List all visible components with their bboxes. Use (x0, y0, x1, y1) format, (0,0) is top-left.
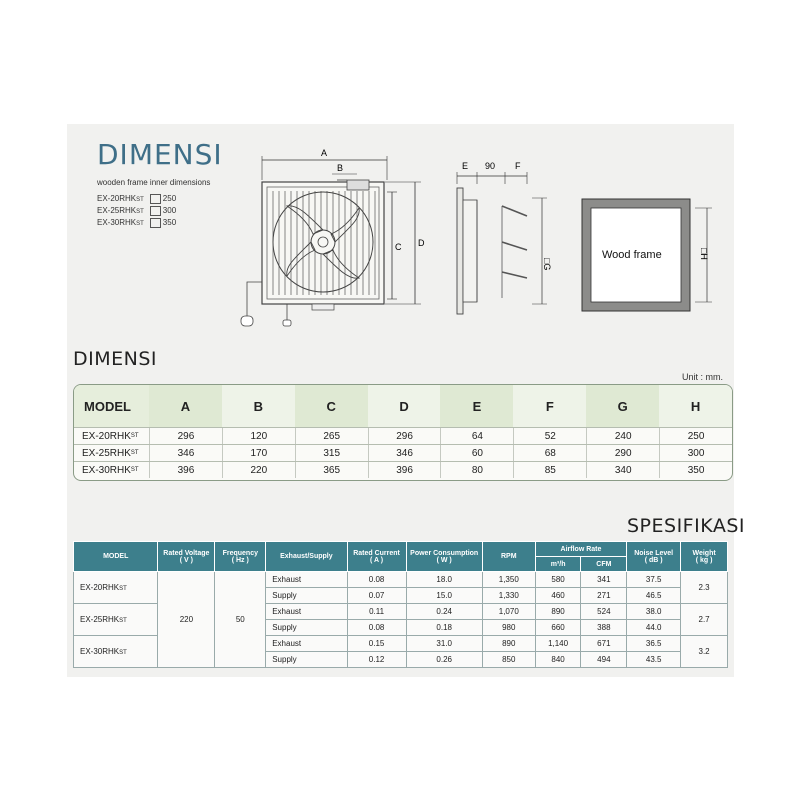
table-cell: 85 (513, 462, 586, 478)
label-H: □H (699, 248, 709, 260)
table-row (74, 444, 732, 461)
mode-cell: Exhaust (266, 604, 347, 620)
table-cell: 170 (222, 445, 295, 461)
model-size-line: EX-20RHKST 250 (97, 194, 177, 204)
model-cell: EX-25RHKST (74, 604, 158, 636)
table-row (74, 572, 728, 588)
dimension-section-title: DIMENSI (73, 348, 158, 370)
table-cell: 315 (295, 445, 368, 461)
table-cell: 0.08 (347, 572, 406, 588)
table-cell: 396 (149, 462, 222, 478)
header-rpm: RPM (482, 542, 535, 572)
table-cell: 0.26 (406, 652, 482, 668)
header-a: A (149, 385, 222, 427)
table-cell: 346 (368, 445, 441, 461)
table-cell: 44.0 (627, 620, 681, 636)
table-cell: 37.5 (627, 572, 681, 588)
mode-cell: Supply (266, 588, 347, 604)
table-cell: 36.5 (627, 636, 681, 652)
header-model: MODEL (74, 542, 158, 572)
label-D: D (418, 238, 425, 248)
table-cell: 346 (149, 445, 222, 461)
fan-front-view-drawing (217, 144, 437, 334)
table-cell: 350 (659, 462, 732, 478)
table-cell: 660 (535, 620, 581, 636)
header-airflow-cfm: CFM (581, 557, 627, 572)
table-cell: 524 (581, 604, 627, 620)
table-row (74, 427, 732, 444)
table-cell: 0.11 (347, 604, 406, 620)
header-b: B (222, 385, 295, 427)
unit-label: Unit : mm. (682, 372, 724, 382)
dimension-table-header (74, 385, 732, 427)
table-cell: 494 (581, 652, 627, 668)
header-exhaust-supply: Exhaust/Supply (266, 542, 347, 572)
table-cell: 296 (368, 428, 441, 444)
model-cell: EX-30RHKST (74, 636, 158, 668)
table-cell: 52 (513, 428, 586, 444)
table-cell: 265 (295, 428, 368, 444)
header-power: Power Consumption ( W ) (406, 542, 482, 572)
table-cell: 0.18 (406, 620, 482, 636)
header-c: C (295, 385, 368, 427)
catalog-sheet (67, 124, 746, 677)
mode-cell: Supply (266, 652, 347, 668)
table-cell: 15.0 (406, 588, 482, 604)
dimension-table (73, 384, 733, 481)
header-weight: Weight ( kg ) (681, 542, 728, 572)
spec-table (73, 541, 728, 668)
table-cell: 388 (581, 620, 627, 636)
table-cell: 120 (222, 428, 295, 444)
table-cell: 396 (368, 462, 441, 478)
model-cell: EX-20RHK ST (82, 430, 139, 442)
mode-cell: Supply (266, 620, 347, 636)
table-cell: 340 (586, 462, 659, 478)
header-airflow-m3h: m³/h (535, 557, 581, 572)
table-cell: 300 (659, 445, 732, 461)
header-d: D (368, 385, 441, 427)
table-cell: 1,070 (482, 604, 535, 620)
label-C: C (395, 242, 402, 252)
label-F: F (515, 161, 521, 171)
table-cell: 850 (482, 652, 535, 668)
label-B: B (337, 163, 344, 173)
weight-cell: 2.3 (681, 572, 728, 604)
diagram-title: DIMENSI (97, 138, 223, 171)
header-current: Rated Current ( A ) (347, 542, 406, 572)
label-A: A (321, 148, 328, 158)
model-size-line: EX-30RHKST 350 (97, 218, 177, 228)
table-cell: 38.0 (627, 604, 681, 620)
table-cell: 1,350 (482, 572, 535, 588)
voltage-cell: 220 (158, 572, 215, 668)
header-voltage: Rated Voltage ( V ) (158, 542, 215, 572)
fan-side-view-drawing (447, 154, 562, 324)
table-cell: 296 (149, 428, 222, 444)
table-cell: 64 (440, 428, 513, 444)
table-cell: 0.15 (347, 636, 406, 652)
wood-frame-label: Wood frame (602, 249, 662, 261)
table-cell: 890 (535, 604, 581, 620)
table-cell: 460 (535, 588, 581, 604)
table-cell: 890 (482, 636, 535, 652)
header-h: H (659, 385, 732, 427)
table-cell: 250 (659, 428, 732, 444)
wood-frame-drawing (577, 194, 722, 324)
label-G: □G (542, 258, 552, 271)
model-cell: EX-25RHK ST (82, 447, 139, 459)
table-cell: 1,330 (482, 588, 535, 604)
label-depth: 90 (485, 161, 496, 171)
table-cell: 840 (535, 652, 581, 668)
header-model: MODEL (74, 385, 149, 427)
table-cell: 80 (440, 462, 513, 478)
table-cell: 18.0 (406, 572, 482, 588)
table-cell: 341 (581, 572, 627, 588)
header-e: E (440, 385, 513, 427)
frequency-cell: 50 (215, 572, 266, 668)
table-cell: 0.08 (347, 620, 406, 636)
mode-cell: Exhaust (266, 636, 347, 652)
header-noise: Noise Level ( dB ) (627, 542, 681, 572)
model-size-line: EX-25RHKST 300 (97, 206, 177, 216)
table-cell: 0.24 (406, 604, 482, 620)
table-cell: 43.5 (627, 652, 681, 668)
table-cell: 68 (513, 445, 586, 461)
table-cell: 1,140 (535, 636, 581, 652)
header-frequency: Frequency ( Hz ) (215, 542, 266, 572)
table-cell: 60 (440, 445, 513, 461)
weight-cell: 2.7 (681, 604, 728, 636)
model-cell: EX-30RHK ST (82, 464, 139, 476)
table-cell: 240 (586, 428, 659, 444)
header-airflow: Airflow Rate (535, 542, 627, 557)
table-cell: 365 (295, 462, 368, 478)
spec-header-row (74, 542, 728, 557)
table-cell: 220 (222, 462, 295, 478)
table-cell: 0.07 (347, 588, 406, 604)
mode-cell: Exhaust (266, 572, 347, 588)
table-cell: 271 (581, 588, 627, 604)
table-cell: 671 (581, 636, 627, 652)
table-cell: 31.0 (406, 636, 482, 652)
label-E: E (462, 161, 469, 171)
table-cell: 0.12 (347, 652, 406, 668)
header-f: F (513, 385, 586, 427)
table-cell: 46.5 (627, 588, 681, 604)
header-g: G (586, 385, 659, 427)
weight-cell: 3.2 (681, 636, 728, 668)
spec-section-title: SPESIFIKASI (627, 515, 746, 537)
model-cell: EX-20RHKST (74, 572, 158, 604)
table-cell: 580 (535, 572, 581, 588)
diagram-subtitle: wooden frame inner dimensions (97, 178, 211, 187)
table-cell: 290 (586, 445, 659, 461)
table-row (74, 461, 732, 478)
table-cell: 980 (482, 620, 535, 636)
